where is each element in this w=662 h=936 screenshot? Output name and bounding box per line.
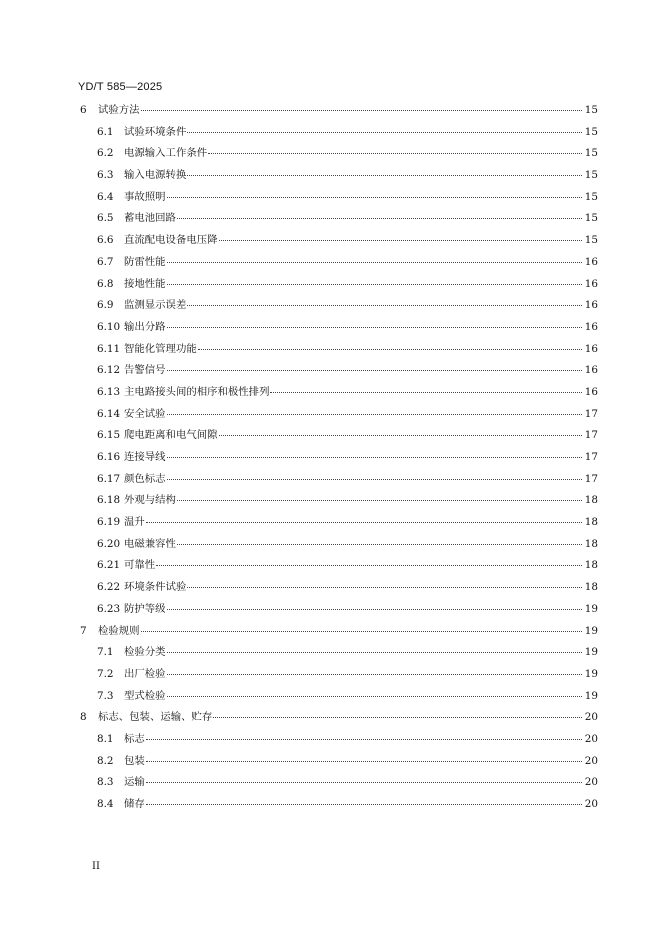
dot-leader	[177, 544, 582, 545]
dot-leader	[167, 262, 582, 263]
toc-entry-number: 6.16	[97, 451, 121, 463]
toc-entry-title: 安全试验	[124, 407, 166, 420]
dot-leader	[219, 435, 582, 436]
toc-entry-page: 20	[584, 798, 598, 810]
toc-entry-title: 型式检验	[124, 689, 166, 702]
dot-leader	[187, 587, 582, 588]
dot-leader	[167, 327, 582, 328]
dot-leader	[213, 717, 582, 718]
toc-entry-page: 16	[584, 255, 598, 268]
toc-entry-number: 8	[80, 711, 87, 724]
toc-entry-number: 6.7	[97, 255, 114, 268]
toc-entry-number: 6.20	[97, 537, 121, 550]
toc-entry-title: 环境条件试验	[124, 581, 187, 594]
toc-entry[interactable]	[80, 383, 598, 405]
toc-entry-number: 6.6	[97, 234, 114, 247]
toc-entry-number: 6.5	[97, 212, 114, 225]
dot-leader	[187, 305, 582, 306]
toc-entry[interactable]	[80, 231, 598, 253]
toc-entry-title: 检验规则	[98, 624, 140, 637]
toc-entry[interactable]	[80, 123, 598, 145]
toc-entry-number: 7.3	[97, 689, 114, 702]
dot-leader	[146, 522, 582, 523]
toc-entry-page: 16	[584, 299, 598, 312]
toc-entry-number: 6.10	[97, 320, 121, 333]
toc-entry-page: 17	[584, 451, 598, 463]
toc-entry-page: 20	[584, 754, 598, 767]
toc-entry-number: 6.18	[97, 494, 121, 507]
dot-leader	[146, 739, 582, 740]
toc-entry-title: 试验方法	[98, 104, 140, 116]
toc-entry[interactable]	[80, 101, 598, 123]
toc-entry[interactable]	[80, 405, 598, 427]
toc-entry[interactable]	[80, 708, 598, 730]
toc-entry-page: 16	[584, 364, 598, 377]
dot-leader	[146, 804, 582, 805]
toc-entry[interactable]	[80, 556, 598, 578]
toc-entry-number: 7	[80, 624, 87, 637]
toc-entry-title: 储存	[124, 798, 145, 810]
toc-entry-page: 19	[584, 689, 598, 702]
dot-leader	[156, 565, 582, 566]
toc-entry-number: 6.11	[97, 342, 121, 355]
toc-entry-title: 防护等级	[124, 602, 166, 615]
toc-entry-title: 试验环境条件	[124, 125, 187, 138]
toc-entry-page: 17	[584, 429, 598, 442]
dot-leader	[141, 110, 582, 111]
toc-entry[interactable]	[80, 643, 598, 665]
toc-entry[interactable]	[80, 470, 598, 492]
page-number: II	[92, 861, 100, 872]
toc-entry-number: 6.22	[97, 581, 121, 594]
toc-entry-page: 18	[584, 537, 598, 550]
toc-entry-number: 6.9	[97, 299, 114, 312]
toc-entry-title: 标志、包装、运输、贮存	[98, 711, 213, 724]
dot-leader	[187, 175, 582, 176]
toc-entry-title: 告警信号	[124, 364, 166, 377]
toc-entry-title: 颜色标志	[124, 472, 166, 485]
toc-entry-number: 6.13	[97, 385, 121, 398]
toc-entry[interactable]	[80, 578, 598, 600]
toc-entry-title: 温升	[124, 516, 145, 529]
toc-entry-page: 19	[584, 602, 598, 615]
toc-entry-title: 接地性能	[124, 277, 166, 290]
document-code: YD/T 585—2025	[78, 81, 163, 93]
toc-entry-page: 15	[584, 190, 598, 203]
dot-leader	[187, 132, 582, 133]
toc-entry[interactable]	[80, 600, 598, 622]
toc-entry-page: 18	[584, 559, 598, 572]
toc-entry-number: 8.2	[97, 754, 114, 767]
toc-entry-title: 监测显示误差	[124, 299, 187, 312]
toc-entry-number: 6.14	[97, 407, 121, 420]
dot-leader	[167, 652, 582, 653]
toc-entry[interactable]	[80, 296, 598, 318]
toc-entry-page: 19	[584, 667, 598, 680]
dot-leader	[167, 370, 582, 371]
toc-entry-number: 6.3	[97, 169, 114, 182]
toc-entry-title: 检验分类	[124, 646, 166, 659]
dot-leader	[167, 479, 582, 480]
toc-entry[interactable]	[80, 318, 598, 340]
dot-leader	[146, 761, 582, 762]
toc-entry-title: 智能化管理功能	[124, 342, 197, 355]
toc-entry-number: 6.19	[97, 516, 121, 529]
toc-entry-page: 16	[584, 385, 598, 398]
toc-entry[interactable]	[80, 535, 598, 557]
toc-entry[interactable]	[80, 622, 598, 644]
toc-entry-number: 8.3	[97, 776, 114, 789]
toc-entry-number: 6.15	[97, 429, 121, 442]
toc-entry-page: 20	[584, 732, 598, 745]
toc-entry-number: 6	[80, 104, 87, 116]
toc-entry-page: 15	[584, 234, 598, 247]
dot-leader	[167, 674, 582, 675]
dot-leader	[167, 696, 582, 697]
toc-entry[interactable]	[80, 209, 598, 231]
toc-entry-title: 蓄电池回路	[124, 212, 176, 225]
toc-entry[interactable]	[80, 340, 598, 362]
toc-entry[interactable]	[80, 773, 598, 795]
toc-entry-number: 7.2	[97, 667, 114, 680]
toc-entry-title: 电源输入工作条件	[124, 147, 208, 160]
toc-entry-title: 输出分路	[124, 320, 166, 333]
toc-entry[interactable]	[80, 144, 598, 166]
dot-leader	[141, 631, 582, 632]
toc-entry-title: 主电路接头间的相序和极性排列	[124, 385, 270, 398]
toc-entry-title: 可靠性	[124, 559, 156, 572]
dot-leader	[208, 153, 582, 154]
toc-entry-number: 7.1	[97, 646, 114, 659]
toc-entry-title: 运输	[124, 776, 145, 789]
toc-entry[interactable]	[80, 188, 598, 210]
toc-entry-title: 连接导线	[124, 451, 166, 463]
toc-entry[interactable]	[80, 491, 598, 513]
toc-entry-number: 6.23	[97, 602, 121, 615]
toc-entry-page: 17	[584, 472, 598, 485]
toc-entry-title: 爬电距离和电气间隙	[124, 429, 218, 442]
dot-leader	[146, 782, 582, 783]
toc-entry-page: 15	[584, 104, 598, 116]
dot-leader	[177, 218, 582, 219]
toc-entry-number: 8.1	[97, 732, 114, 745]
toc-entry[interactable]	[80, 730, 598, 752]
toc-entry[interactable]	[80, 752, 598, 774]
toc-entry[interactable]	[80, 361, 598, 383]
toc-entry[interactable]	[80, 448, 598, 470]
toc-entry[interactable]	[80, 665, 598, 687]
toc-entry[interactable]	[80, 513, 598, 535]
toc-entry-title: 出厂检验	[124, 667, 166, 680]
toc-entry-page: 18	[584, 581, 598, 594]
toc-entry-number: 6.8	[97, 277, 114, 290]
toc-entry-page: 17	[584, 407, 598, 420]
toc-entry-page: 19	[584, 624, 598, 637]
toc-entry-number: 6.17	[97, 472, 121, 485]
toc-entry-number: 6.1	[97, 125, 114, 138]
dot-leader	[167, 609, 582, 610]
dot-leader	[177, 500, 582, 501]
toc-entry-page: 15	[584, 125, 598, 138]
toc-entry-page: 16	[584, 277, 598, 290]
toc-entry[interactable]	[80, 795, 598, 817]
toc-entry-number: 6.4	[97, 190, 114, 203]
toc-entry[interactable]	[80, 166, 598, 188]
toc-entry-page: 20	[584, 711, 598, 724]
toc-entry-page: 20	[584, 776, 598, 789]
toc-entry-title: 标志	[124, 732, 145, 745]
toc-entry[interactable]	[80, 275, 598, 297]
dot-leader	[219, 240, 582, 241]
table-of-contents	[80, 101, 598, 817]
toc-entry[interactable]	[80, 687, 598, 709]
toc-entry-page: 18	[584, 516, 598, 529]
toc-entry-page: 15	[584, 212, 598, 225]
dot-leader	[167, 284, 582, 285]
dot-leader	[198, 349, 582, 350]
toc-entry[interactable]	[80, 253, 598, 275]
toc-entry-title: 电磁兼容性	[124, 537, 176, 550]
toc-entry-title: 包装	[124, 754, 145, 767]
toc-entry-title: 事故照明	[124, 190, 166, 203]
toc-entry-page: 16	[584, 342, 598, 355]
toc-entry-number: 6.21	[97, 559, 121, 572]
toc-entry[interactable]	[80, 426, 598, 448]
toc-entry-title: 输入电源转换	[124, 169, 187, 182]
toc-entry-title: 直流配电设备电压降	[124, 234, 218, 247]
toc-entry-number: 6.12	[97, 364, 121, 377]
toc-entry-title: 外观与结构	[124, 494, 176, 507]
toc-entry-page: 16	[584, 320, 598, 333]
dot-leader	[167, 197, 582, 198]
toc-entry-page: 15	[584, 147, 598, 160]
toc-entry-page: 18	[584, 494, 598, 507]
toc-entry-title: 防雷性能	[124, 255, 166, 268]
toc-entry-number: 8.4	[97, 798, 114, 810]
dot-leader	[167, 457, 582, 458]
dot-leader	[167, 414, 582, 415]
toc-entry-number: 6.2	[97, 147, 114, 160]
toc-entry-page: 15	[584, 169, 598, 182]
toc-entry-page: 19	[584, 646, 598, 659]
dot-leader	[270, 392, 582, 393]
